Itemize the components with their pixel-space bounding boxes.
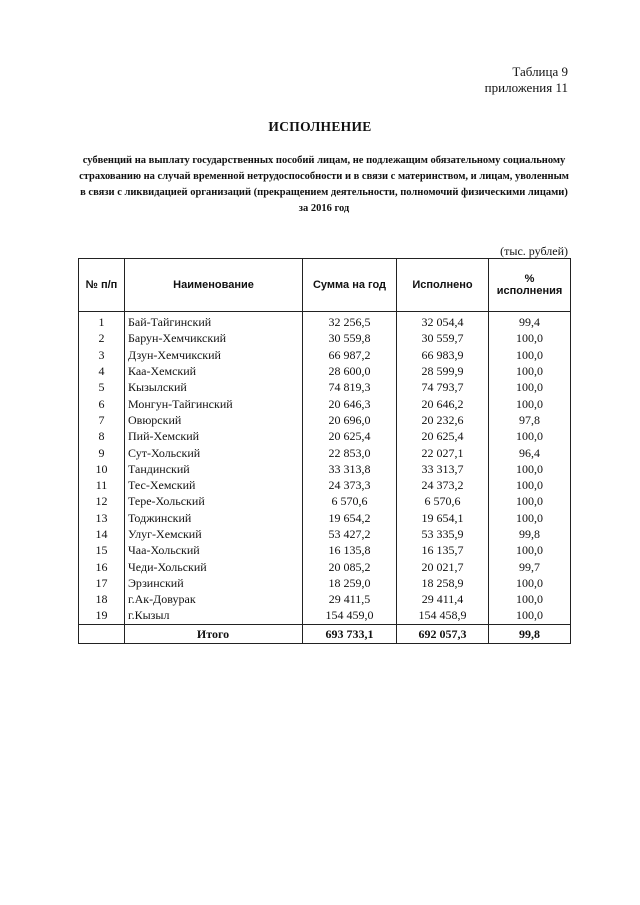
row-executed: 29 411,4 [397, 591, 489, 607]
row-number: 7 [79, 412, 125, 428]
row-executed: 19 654,1 [397, 510, 489, 526]
row-name: Монгун-Тайгинский [125, 395, 303, 411]
row-percent: 100,0 [489, 493, 571, 509]
row-percent: 99,4 [489, 312, 571, 331]
row-percent: 100,0 [489, 347, 571, 363]
row-annual-sum: 24 373,3 [303, 477, 397, 493]
row-executed: 18 258,9 [397, 575, 489, 591]
table-row [79, 395, 571, 411]
row-executed: 28 599,9 [397, 363, 489, 379]
row-percent: 100,0 [489, 363, 571, 379]
row-name: Тере-Хольский [125, 493, 303, 509]
table-row [79, 312, 571, 331]
row-number: 17 [79, 575, 125, 591]
table-row [79, 330, 571, 346]
row-number: 19 [79, 607, 125, 624]
table-row [79, 363, 571, 379]
row-name: Тандинский [125, 461, 303, 477]
row-annual-sum: 66 987,2 [303, 347, 397, 363]
row-number: 1 [79, 312, 125, 331]
table-row [79, 379, 571, 395]
row-name: Чеди-Хольский [125, 558, 303, 574]
row-executed: 33 313,7 [397, 461, 489, 477]
row-annual-sum: 32 256,5 [303, 312, 397, 331]
row-number: 13 [79, 510, 125, 526]
row-name: Каа-Хемский [125, 363, 303, 379]
row-executed: 20 646,2 [397, 395, 489, 411]
row-name: Тес-Хемский [125, 477, 303, 493]
row-number: 14 [79, 526, 125, 542]
document-title: ИСПОЛНЕНИЕ [268, 119, 372, 134]
column-header-number: № п/п [79, 259, 125, 312]
row-number: 5 [79, 379, 125, 395]
row-executed: 154 458,9 [397, 607, 489, 624]
row-name: Кызылский [125, 379, 303, 395]
table-row [79, 461, 571, 477]
total-label: Итого [125, 624, 303, 643]
total-percent: 99,8 [489, 624, 571, 643]
row-executed: 20 232,6 [397, 412, 489, 428]
row-number: 6 [79, 395, 125, 411]
units-label: (тыс. рублей) [500, 244, 568, 258]
table-row [79, 607, 571, 624]
column-header-name: Наименование [125, 259, 303, 312]
row-percent: 100,0 [489, 542, 571, 558]
row-annual-sum: 29 411,5 [303, 591, 397, 607]
row-annual-sum: 18 259,0 [303, 575, 397, 591]
row-number: 9 [79, 444, 125, 460]
row-annual-sum: 22 853,0 [303, 444, 397, 460]
total-annual-sum: 693 733,1 [303, 624, 397, 643]
row-percent: 100,0 [489, 461, 571, 477]
row-percent: 99,8 [489, 526, 571, 542]
row-percent: 100,0 [489, 395, 571, 411]
total-executed: 692 057,3 [397, 624, 489, 643]
row-percent: 99,7 [489, 558, 571, 574]
row-percent: 100,0 [489, 428, 571, 444]
table-row [79, 558, 571, 574]
row-executed: 6 570,6 [397, 493, 489, 509]
row-executed: 30 559,7 [397, 330, 489, 346]
row-number: 18 [79, 591, 125, 607]
row-percent: 100,0 [489, 330, 571, 346]
row-number: 11 [79, 477, 125, 493]
row-executed: 32 054,4 [397, 312, 489, 331]
table-row [79, 444, 571, 460]
row-annual-sum: 20 696,0 [303, 412, 397, 428]
annex-label: приложения 11 [484, 80, 568, 95]
table-row [79, 477, 571, 493]
row-annual-sum: 74 819,3 [303, 379, 397, 395]
row-executed: 53 335,9 [397, 526, 489, 542]
row-executed: 66 983,9 [397, 347, 489, 363]
row-name: Барун-Хемчикский [125, 330, 303, 346]
table-row [79, 510, 571, 526]
row-percent: 100,0 [489, 510, 571, 526]
row-annual-sum: 30 559,8 [303, 330, 397, 346]
row-annual-sum: 20 085,2 [303, 558, 397, 574]
table-row [79, 575, 571, 591]
row-annual-sum: 53 427,2 [303, 526, 397, 542]
row-annual-sum: 20 625,4 [303, 428, 397, 444]
row-name: Эрзинский [125, 575, 303, 591]
row-percent: 100,0 [489, 477, 571, 493]
row-annual-sum: 20 646,3 [303, 395, 397, 411]
row-number: 4 [79, 363, 125, 379]
row-name: Дзун-Хемчикский [125, 347, 303, 363]
row-percent: 100,0 [489, 379, 571, 395]
document-subtitle: субвенций на выплату государственных пособий лицам, не подлежащим обязательному социальному страхованию на случай временной нетрудоспособности и в связи с материнством, и лицам, уволенным в связи с ликвидацией организаций (прекращением деятельности, полномочий физическими лицами) за 2016 год [79, 155, 569, 214]
row-name: Овюрский [125, 412, 303, 428]
table-row [79, 542, 571, 558]
row-executed: 20 625,4 [397, 428, 489, 444]
row-executed: 22 027,1 [397, 444, 489, 460]
row-number: 8 [79, 428, 125, 444]
table-row [79, 591, 571, 607]
table-row [79, 347, 571, 363]
column-header-percent: % исполнения [489, 259, 571, 312]
row-name: Бай-Тайгинский [125, 312, 303, 331]
row-annual-sum: 33 313,8 [303, 461, 397, 477]
row-annual-sum: 16 135,8 [303, 542, 397, 558]
table-body [79, 312, 571, 644]
row-executed: 24 373,2 [397, 477, 489, 493]
column-header-executed: Исполнено [397, 259, 489, 312]
table-row [79, 428, 571, 444]
table-row [79, 526, 571, 542]
table-row [79, 412, 571, 428]
row-percent: 100,0 [489, 575, 571, 591]
row-number: 12 [79, 493, 125, 509]
row-annual-sum: 28 600,0 [303, 363, 397, 379]
row-annual-sum: 19 654,2 [303, 510, 397, 526]
column-header-annual-sum: Сумма на год [303, 259, 397, 312]
row-name: Сут-Хольский [125, 444, 303, 460]
row-executed: 20 021,7 [397, 558, 489, 574]
row-annual-sum: 6 570,6 [303, 493, 397, 509]
row-annual-sum: 154 459,0 [303, 607, 397, 624]
row-percent: 96,4 [489, 444, 571, 460]
row-percent: 100,0 [489, 607, 571, 624]
row-name: Пий-Хемский [125, 428, 303, 444]
total-row [79, 624, 571, 643]
row-executed: 16 135,7 [397, 542, 489, 558]
row-number: 3 [79, 347, 125, 363]
row-number: 15 [79, 542, 125, 558]
total-number-cell [79, 624, 125, 643]
row-number: 10 [79, 461, 125, 477]
table-header-row [79, 259, 571, 312]
row-percent: 100,0 [489, 591, 571, 607]
table-number-label: Таблица 9 [512, 64, 568, 79]
row-executed: 74 793,7 [397, 379, 489, 395]
execution-table [78, 258, 571, 644]
row-name: г.Кызыл [125, 607, 303, 624]
row-name: Тоджинский [125, 510, 303, 526]
row-percent: 97,8 [489, 412, 571, 428]
row-name: Чаа-Хольский [125, 542, 303, 558]
row-number: 16 [79, 558, 125, 574]
row-name: Улуг-Хемский [125, 526, 303, 542]
row-name: г.Ак-Довурак [125, 591, 303, 607]
table-row [79, 493, 571, 509]
row-number: 2 [79, 330, 125, 346]
